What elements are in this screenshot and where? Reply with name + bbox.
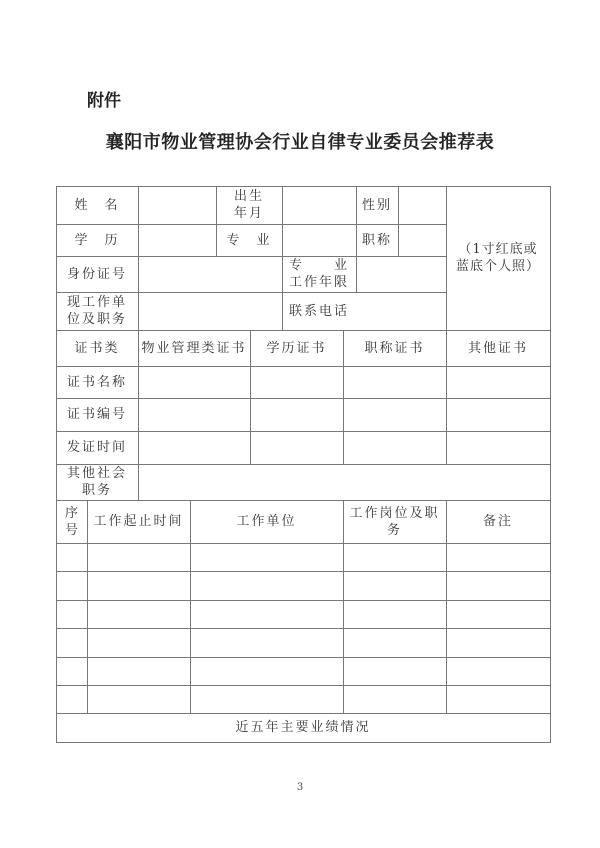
cert-type-header-text: 证书类: [74, 340, 120, 356]
work-history-column-header-text: 工作岗位及职 务: [349, 505, 440, 538]
work-history-column-header-text: 工作单位: [236, 514, 297, 529]
work-history-cell[interactable]: [87, 543, 190, 571]
gender-label-text: 性别: [361, 197, 392, 213]
cert-row-label: [56, 431, 138, 464]
cert-row-label-text: 发证时间: [66, 440, 127, 455]
phone-field[interactable]: [356, 292, 446, 330]
page-number: 3: [296, 782, 304, 793]
id-number-label-text: 身份证号: [66, 266, 127, 282]
work-history-cell[interactable]: [190, 685, 343, 713]
work-history-cell[interactable]: [56, 543, 87, 571]
other-roles-label: [56, 464, 138, 500]
work-history-cell[interactable]: [56, 685, 87, 713]
work-history-column-header-text: 备注: [482, 514, 513, 529]
cert-field[interactable]: [138, 366, 250, 398]
cert-field[interactable]: [250, 431, 343, 464]
work-history-cell[interactable]: [343, 657, 446, 685]
work-history-cell[interactable]: [190, 571, 343, 600]
cert-field[interactable]: [343, 366, 446, 398]
phone-label-text: 联系电话: [288, 303, 349, 319]
work-years-field[interactable]: [356, 256, 446, 292]
gender-label: [356, 186, 398, 224]
work-history-cell[interactable]: [343, 543, 446, 571]
other-roles-field[interactable]: [138, 464, 550, 500]
cert-field[interactable]: [343, 398, 446, 431]
work-history-cell[interactable]: [87, 600, 190, 628]
cert-field[interactable]: [343, 431, 446, 464]
cert-field[interactable]: [446, 398, 550, 431]
work-history-cell[interactable]: [446, 628, 550, 657]
cert-row-label: [56, 398, 138, 431]
work-history-column-header: [87, 500, 190, 543]
table-rule: [56, 742, 551, 743]
cert-column-header-text: 物业管理类证书: [141, 340, 247, 356]
work-history-cell[interactable]: [446, 657, 550, 685]
work-history-column-header: [343, 500, 446, 543]
work-history-cell[interactable]: [56, 657, 87, 685]
work-history-cell[interactable]: [87, 628, 190, 657]
cert-column-header-text: 学历证书: [266, 340, 327, 356]
work-history-column-header: [56, 500, 87, 543]
work-years-label-text: 专 业 工作年限: [288, 258, 349, 290]
work-history-cell[interactable]: [343, 571, 446, 600]
cert-column-header: [343, 330, 446, 366]
attachment-label: 附件: [87, 91, 121, 111]
work-history-cell[interactable]: [56, 628, 87, 657]
photo-placeholder[interactable]: [446, 186, 550, 330]
education-label: [56, 224, 138, 256]
work-history-cell[interactable]: [343, 685, 446, 713]
cert-field[interactable]: [446, 366, 550, 398]
work-history-cell[interactable]: [56, 571, 87, 600]
cert-column-header: [446, 330, 550, 366]
work-history-column-header-text: 序 号: [64, 505, 78, 538]
work-history-cell[interactable]: [87, 571, 190, 600]
work-history-cell[interactable]: [190, 657, 343, 685]
work-history-cell[interactable]: [87, 657, 190, 685]
work-history-column-header: [446, 500, 550, 543]
cert-row-label-text: 证书名称: [66, 374, 127, 390]
work-history-cell[interactable]: [190, 543, 343, 571]
cert-field[interactable]: [250, 366, 343, 398]
major-field[interactable]: [282, 224, 356, 256]
cert-row-label-text: 证书编号: [66, 407, 127, 422]
gender-field[interactable]: [398, 186, 446, 224]
work-history-cell[interactable]: [87, 685, 190, 713]
cert-column-header-text: 职称证书: [364, 340, 425, 356]
name-label: [56, 186, 138, 224]
employer-label: [56, 292, 138, 330]
achievements-label-text: 近五年主要业绩情况: [235, 720, 371, 735]
major-label: [216, 224, 282, 256]
major-label-text: 专 业: [226, 232, 272, 248]
cert-column-header: [250, 330, 343, 366]
achievements-label: [56, 713, 550, 742]
cert-row-label: [56, 366, 138, 398]
name-field[interactable]: [138, 186, 216, 224]
work-history-cell[interactable]: [56, 600, 87, 628]
birth-date-label-text: 出生 年月: [233, 189, 264, 221]
work-history-cell[interactable]: [446, 600, 550, 628]
other-roles-label-text: 其他社会 职务: [66, 466, 127, 498]
cert-field[interactable]: [138, 398, 250, 431]
birth-date-label: [216, 186, 282, 224]
employer-label-text: 现工作单 位及职务: [66, 295, 127, 327]
name-label-text: 姓 名: [74, 197, 120, 213]
form-title: 襄阳市物业管理协会行业自律专业委员会推荐表: [105, 132, 495, 153]
id-number-label: [56, 256, 138, 292]
photo-placeholder-text: （1寸红底或蓝底个人照）: [456, 242, 541, 274]
work-history-cell[interactable]: [190, 628, 343, 657]
employer-field[interactable]: [138, 292, 282, 330]
cert-field[interactable]: [250, 398, 343, 431]
work-history-cell[interactable]: [446, 543, 550, 571]
education-field[interactable]: [138, 224, 216, 256]
birth-date-field[interactable]: [282, 186, 356, 224]
work-history-column-header-text: 工作起止时间: [93, 514, 184, 529]
cert-field[interactable]: [138, 431, 250, 464]
work-years-label: [282, 256, 356, 292]
cert-field[interactable]: [446, 431, 550, 464]
work-history-cell[interactable]: [446, 571, 550, 600]
professional-title-label: [356, 224, 398, 256]
cert-column-header-text: 其他证书: [467, 340, 528, 356]
cert-type-header: [56, 330, 138, 366]
education-label-text: 学 历: [74, 232, 120, 248]
professional-title-field[interactable]: [398, 224, 446, 256]
work-history-cell[interactable]: [190, 600, 343, 628]
work-history-cell[interactable]: [343, 628, 446, 657]
work-history-column-header: [190, 500, 343, 543]
cert-column-header: [138, 330, 250, 366]
professional-title-label-text: 职称: [361, 232, 392, 248]
phone-label: [282, 292, 356, 330]
work-history-cell[interactable]: [446, 685, 550, 713]
id-number-field[interactable]: [138, 256, 282, 292]
work-history-cell[interactable]: [343, 600, 446, 628]
